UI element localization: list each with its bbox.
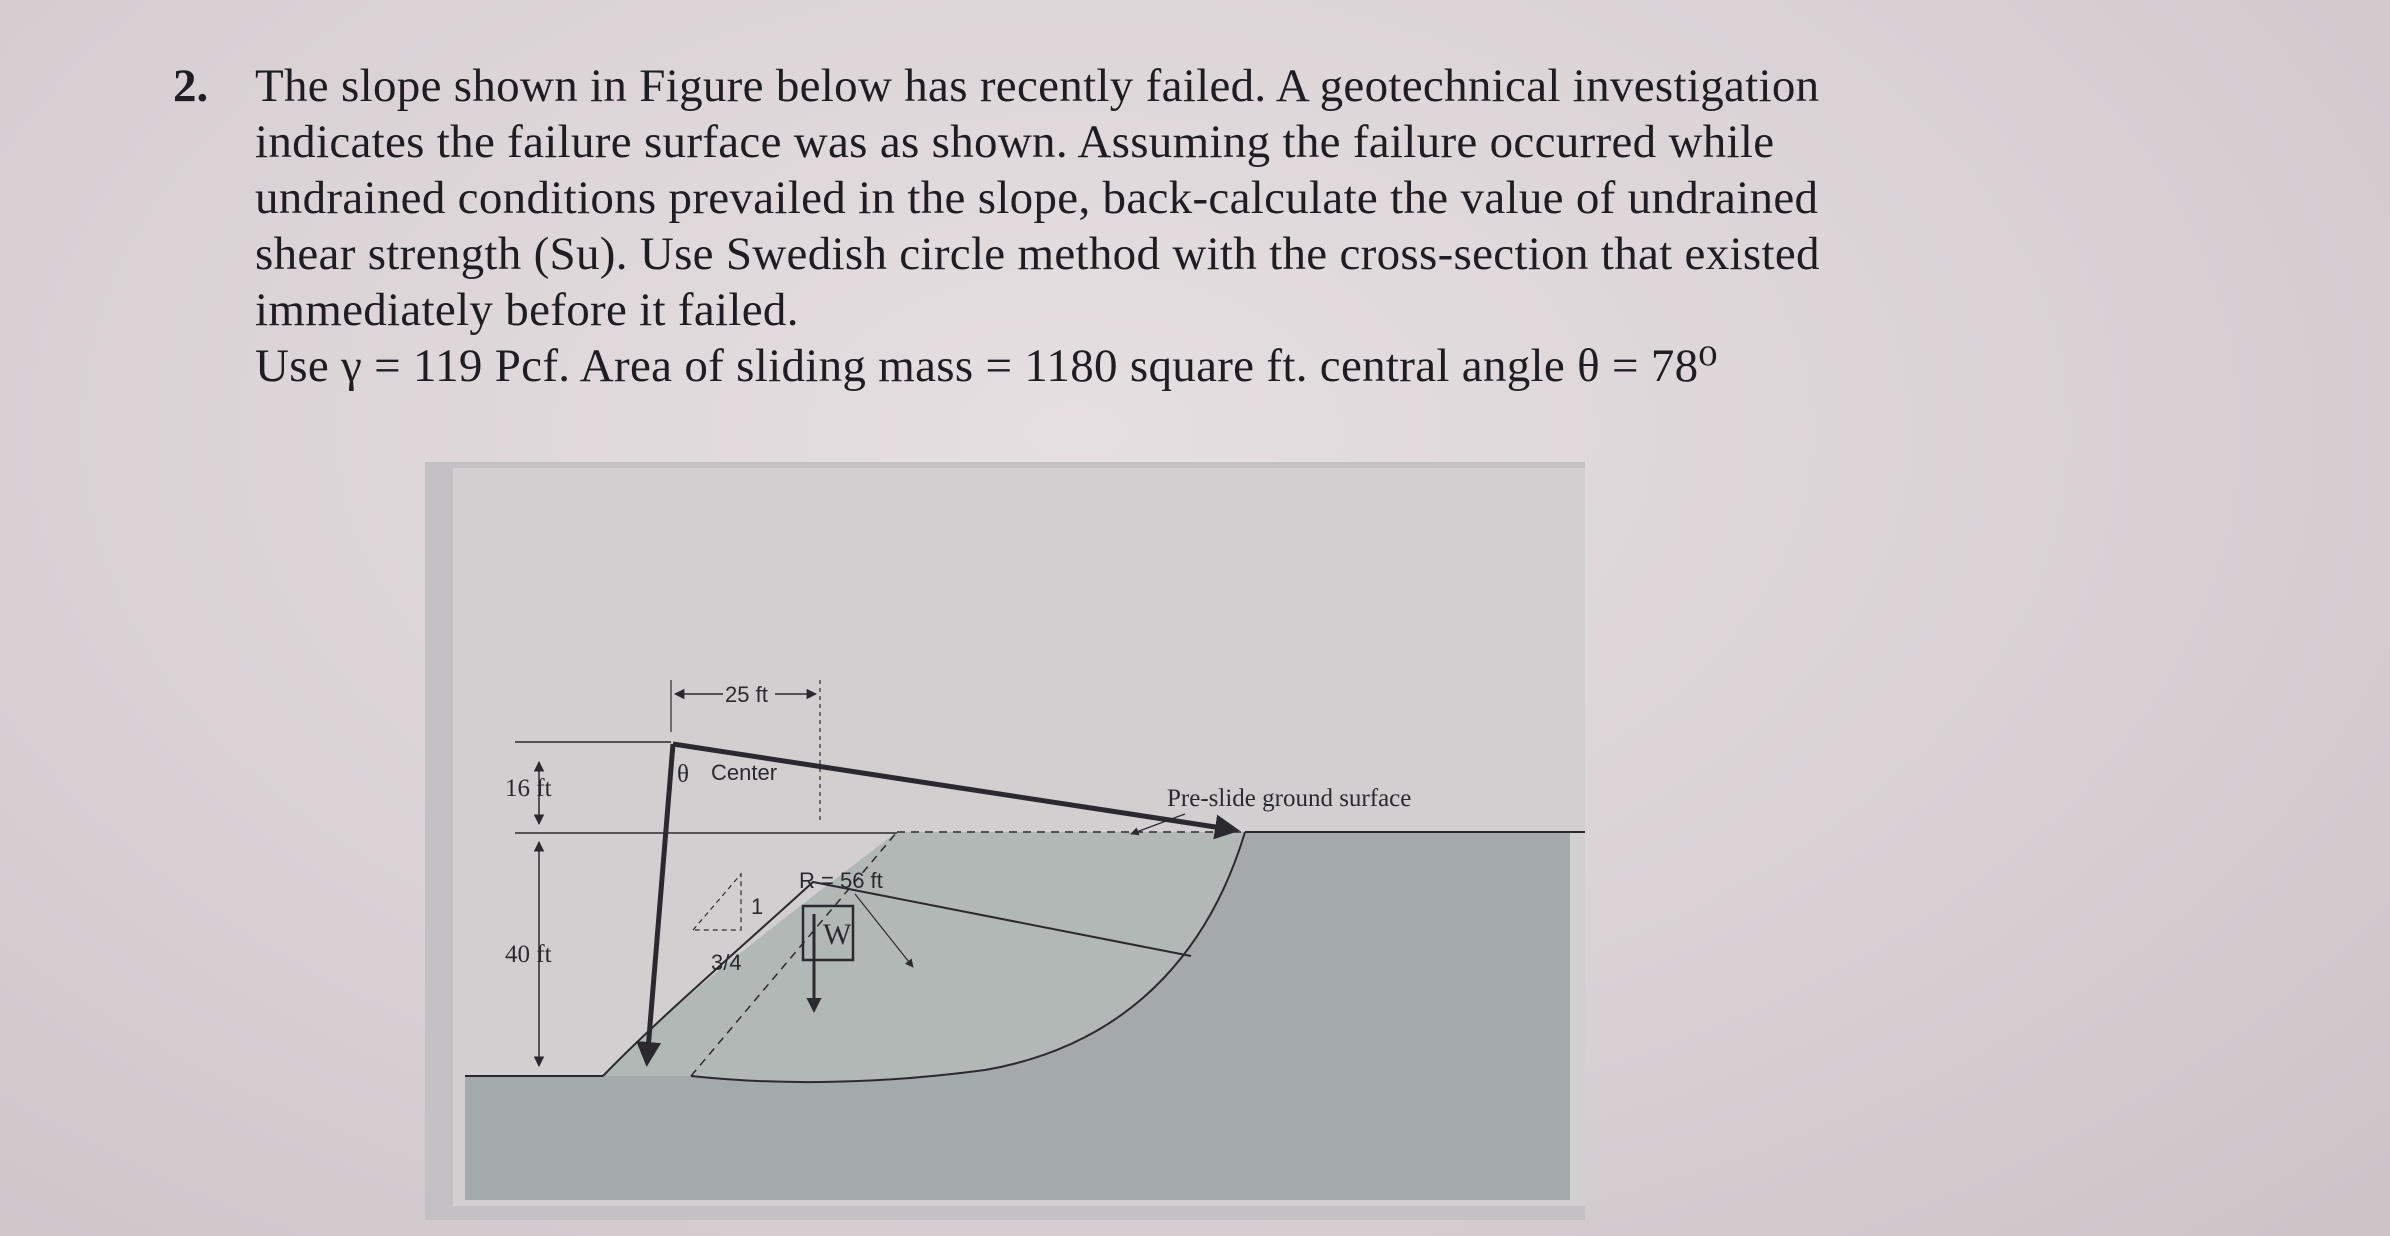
center-label: Center xyxy=(711,760,778,785)
slope-diagram xyxy=(425,462,1585,1220)
question-line: shear strength (Su). Use Swedish circle method with the cross-section that existed xyxy=(255,228,1820,280)
ground-surface-label: Pre-slide ground surface xyxy=(1167,785,1412,812)
dim-40ft-label: 40 ft xyxy=(505,941,552,968)
slope-figure xyxy=(425,462,1585,1220)
dim-25ft-label: 25 ft xyxy=(725,682,768,707)
radius-label: R = 56 ft xyxy=(799,868,883,893)
question-line: indicates the failure surface was as shown. Assuming the failure occurred while xyxy=(255,116,1775,168)
slope-horizontal-label: 3/4 xyxy=(711,950,742,975)
question-given-values: Use γ = 119 Pcf. Area of sliding mass = 1180 square ft. central angle θ = 78⁰ xyxy=(255,340,1718,392)
question-text xyxy=(255,58,2115,394)
question-line: immediately before it failed. xyxy=(255,284,799,336)
dim-16ft-label: 16 ft xyxy=(505,775,552,802)
slope-vertical-label: 1 xyxy=(751,894,764,919)
theta-label: θ xyxy=(677,761,689,788)
question-line: undrained conditions prevailed in the slope, back-calculate the value of undrained xyxy=(255,172,1819,224)
weight-label: W xyxy=(823,918,852,951)
question-number: 2. xyxy=(173,60,209,112)
question-line: The slope shown in Figure below has recently failed. A geotechnical investigation xyxy=(255,60,1820,112)
